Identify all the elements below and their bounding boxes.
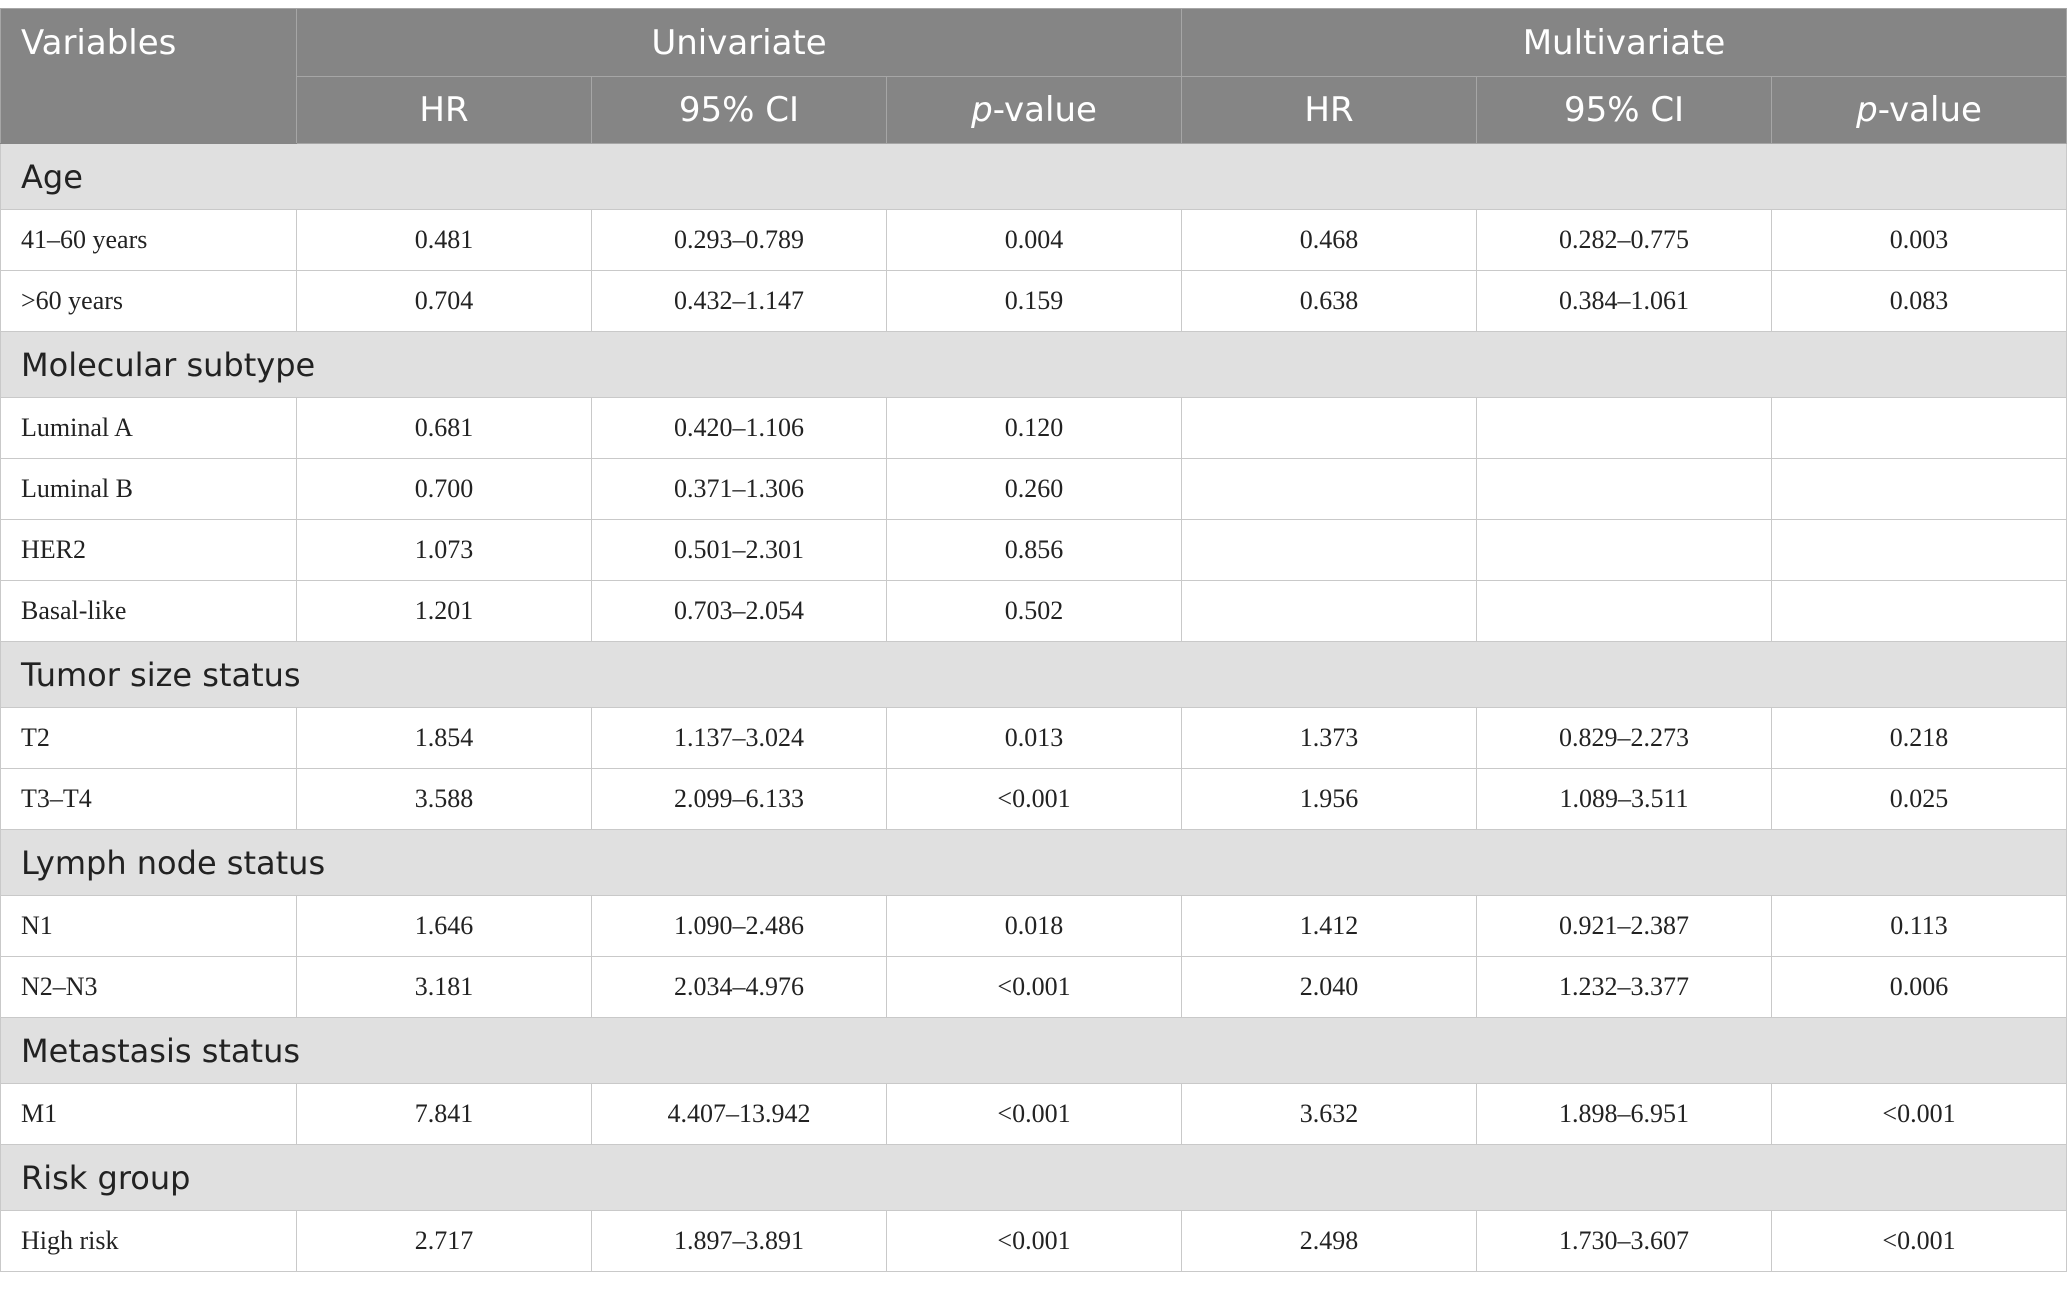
header-univariate-p (887, 77, 1182, 144)
cell-univariate-hr: 0.481 (297, 210, 592, 271)
table-row (1, 957, 2067, 1018)
row-label: T3–T4 (1, 769, 297, 830)
table-row (1, 896, 2067, 957)
cell-multivariate-p (1772, 520, 2067, 581)
cell-univariate-p: 0.502 (887, 581, 1182, 642)
table-row (1, 708, 2067, 769)
cell-univariate-ci: 0.293–0.789 (592, 210, 887, 271)
cell-multivariate-hr: 3.632 (1182, 1084, 1477, 1145)
row-label: Luminal B (1, 459, 297, 520)
cell-univariate-p: <0.001 (887, 769, 1182, 830)
cell-multivariate-ci: 0.829–2.273 (1477, 708, 1772, 769)
row-label: M1 (1, 1084, 297, 1145)
cell-multivariate-hr: 1.373 (1182, 708, 1477, 769)
cell-univariate-p: 0.018 (887, 896, 1182, 957)
cell-univariate-ci: 0.432–1.147 (592, 271, 887, 332)
cell-multivariate-ci: 0.282–0.775 (1477, 210, 1772, 271)
row-label: High risk (1, 1211, 297, 1272)
cell-univariate-ci: 0.501–2.301 (592, 520, 887, 581)
cell-multivariate-p (1772, 398, 2067, 459)
cell-univariate-hr: 1.073 (297, 520, 592, 581)
cell-univariate-hr: 0.704 (297, 271, 592, 332)
cell-multivariate-ci (1477, 459, 1772, 520)
header-multivariate-ci: 95% CI (1477, 77, 1772, 144)
header-multivariate-p (1772, 77, 2067, 144)
cell-multivariate-ci: 1.730–3.607 (1477, 1211, 1772, 1272)
section-title: Age (1, 144, 2067, 210)
section-title: Lymph node status (1, 830, 2067, 896)
cell-multivariate-hr: 1.412 (1182, 896, 1477, 957)
section-title: Metastasis status (1, 1018, 2067, 1084)
header-univariate: Univariate (297, 9, 1182, 77)
table-row (1, 520, 2067, 581)
section-header-row (1, 1018, 2067, 1084)
cell-multivariate-p: 0.218 (1772, 708, 2067, 769)
cell-multivariate-ci (1477, 520, 1772, 581)
row-label: N1 (1, 896, 297, 957)
header-multivariate-hr: HR (1182, 77, 1477, 144)
header-univariate-hr: HR (297, 77, 592, 144)
cell-multivariate-ci (1477, 581, 1772, 642)
cell-univariate-p: <0.001 (887, 957, 1182, 1018)
table-row (1, 271, 2067, 332)
cell-univariate-hr: 3.181 (297, 957, 592, 1018)
cell-univariate-ci: 1.897–3.891 (592, 1211, 887, 1272)
cell-multivariate-p (1772, 459, 2067, 520)
cell-univariate-hr: 1.201 (297, 581, 592, 642)
table-row (1, 581, 2067, 642)
cell-univariate-p: 0.004 (887, 210, 1182, 271)
table-body (1, 144, 2067, 1272)
cell-univariate-p: <0.001 (887, 1084, 1182, 1145)
cell-univariate-ci: 1.090–2.486 (592, 896, 887, 957)
cell-multivariate-ci: 1.898–6.951 (1477, 1084, 1772, 1145)
section-title: Molecular subtype (1, 332, 2067, 398)
cell-univariate-p: 0.120 (887, 398, 1182, 459)
cell-multivariate-ci (1477, 398, 1772, 459)
cell-univariate-hr: 1.646 (297, 896, 592, 957)
p-symbol: p (1856, 90, 1878, 130)
cell-univariate-p: 0.856 (887, 520, 1182, 581)
cell-multivariate-p: 0.083 (1772, 271, 2067, 332)
row-label: T2 (1, 708, 297, 769)
cell-multivariate-hr: 0.638 (1182, 271, 1477, 332)
header-variables: Variables (1, 9, 297, 144)
cell-univariate-hr: 0.700 (297, 459, 592, 520)
row-label: HER2 (1, 520, 297, 581)
p-suffix: -value (992, 90, 1097, 130)
cox-regression-table (0, 8, 2067, 1272)
row-label: >60 years (1, 271, 297, 332)
cell-multivariate-ci: 1.232–3.377 (1477, 957, 1772, 1018)
p-suffix: -value (1877, 90, 1982, 130)
section-header-row (1, 830, 2067, 896)
cell-univariate-ci: 0.703–2.054 (592, 581, 887, 642)
cell-multivariate-ci: 1.089–3.511 (1477, 769, 1772, 830)
row-label: Basal-like (1, 581, 297, 642)
cell-multivariate-hr: 2.498 (1182, 1211, 1477, 1272)
cell-univariate-p: 0.013 (887, 708, 1182, 769)
cell-multivariate-p: 0.113 (1772, 896, 2067, 957)
cell-multivariate-hr: 1.956 (1182, 769, 1477, 830)
cell-univariate-p: <0.001 (887, 1211, 1182, 1272)
cell-multivariate-hr (1182, 459, 1477, 520)
results-table-container (0, 8, 2066, 1272)
table-row (1, 1211, 2067, 1272)
section-title: Risk group (1, 1145, 2067, 1211)
cell-multivariate-p: <0.001 (1772, 1211, 2067, 1272)
cell-multivariate-p: 0.025 (1772, 769, 2067, 830)
cell-univariate-ci: 0.420–1.106 (592, 398, 887, 459)
section-header-row (1, 332, 2067, 398)
cell-multivariate-hr (1182, 520, 1477, 581)
cell-univariate-hr: 7.841 (297, 1084, 592, 1145)
row-label: Luminal A (1, 398, 297, 459)
cell-multivariate-p: 0.006 (1772, 957, 2067, 1018)
cell-multivariate-ci: 0.921–2.387 (1477, 896, 1772, 957)
section-header-row (1, 144, 2067, 210)
cell-univariate-ci: 2.034–4.976 (592, 957, 887, 1018)
header-multivariate: Multivariate (1182, 9, 2067, 77)
cell-multivariate-p: 0.003 (1772, 210, 2067, 271)
cell-univariate-hr: 3.588 (297, 769, 592, 830)
section-header-row (1, 1145, 2067, 1211)
cell-univariate-ci: 1.137–3.024 (592, 708, 887, 769)
table-row (1, 398, 2067, 459)
cell-univariate-ci: 0.371–1.306 (592, 459, 887, 520)
row-label: N2–N3 (1, 957, 297, 1018)
header-univariate-ci: 95% CI (592, 77, 887, 144)
cell-multivariate-hr: 2.040 (1182, 957, 1477, 1018)
cell-univariate-ci: 4.407–13.942 (592, 1084, 887, 1145)
cell-multivariate-p (1772, 581, 2067, 642)
cell-univariate-hr: 2.717 (297, 1211, 592, 1272)
cell-univariate-ci: 2.099–6.133 (592, 769, 887, 830)
table-row (1, 769, 2067, 830)
cell-multivariate-hr: 0.468 (1182, 210, 1477, 271)
table-header (1, 9, 2067, 144)
section-header-row (1, 642, 2067, 708)
cell-multivariate-ci: 0.384–1.061 (1477, 271, 1772, 332)
cell-multivariate-p: <0.001 (1772, 1084, 2067, 1145)
cell-univariate-p: 0.260 (887, 459, 1182, 520)
cell-univariate-hr: 1.854 (297, 708, 592, 769)
table-row (1, 1084, 2067, 1145)
section-title: Tumor size status (1, 642, 2067, 708)
p-symbol: p (971, 90, 993, 130)
table-row (1, 459, 2067, 520)
cell-univariate-hr: 0.681 (297, 398, 592, 459)
cell-multivariate-hr (1182, 581, 1477, 642)
cell-univariate-p: 0.159 (887, 271, 1182, 332)
cell-multivariate-hr (1182, 398, 1477, 459)
table-row (1, 210, 2067, 271)
row-label: 41–60 years (1, 210, 297, 271)
